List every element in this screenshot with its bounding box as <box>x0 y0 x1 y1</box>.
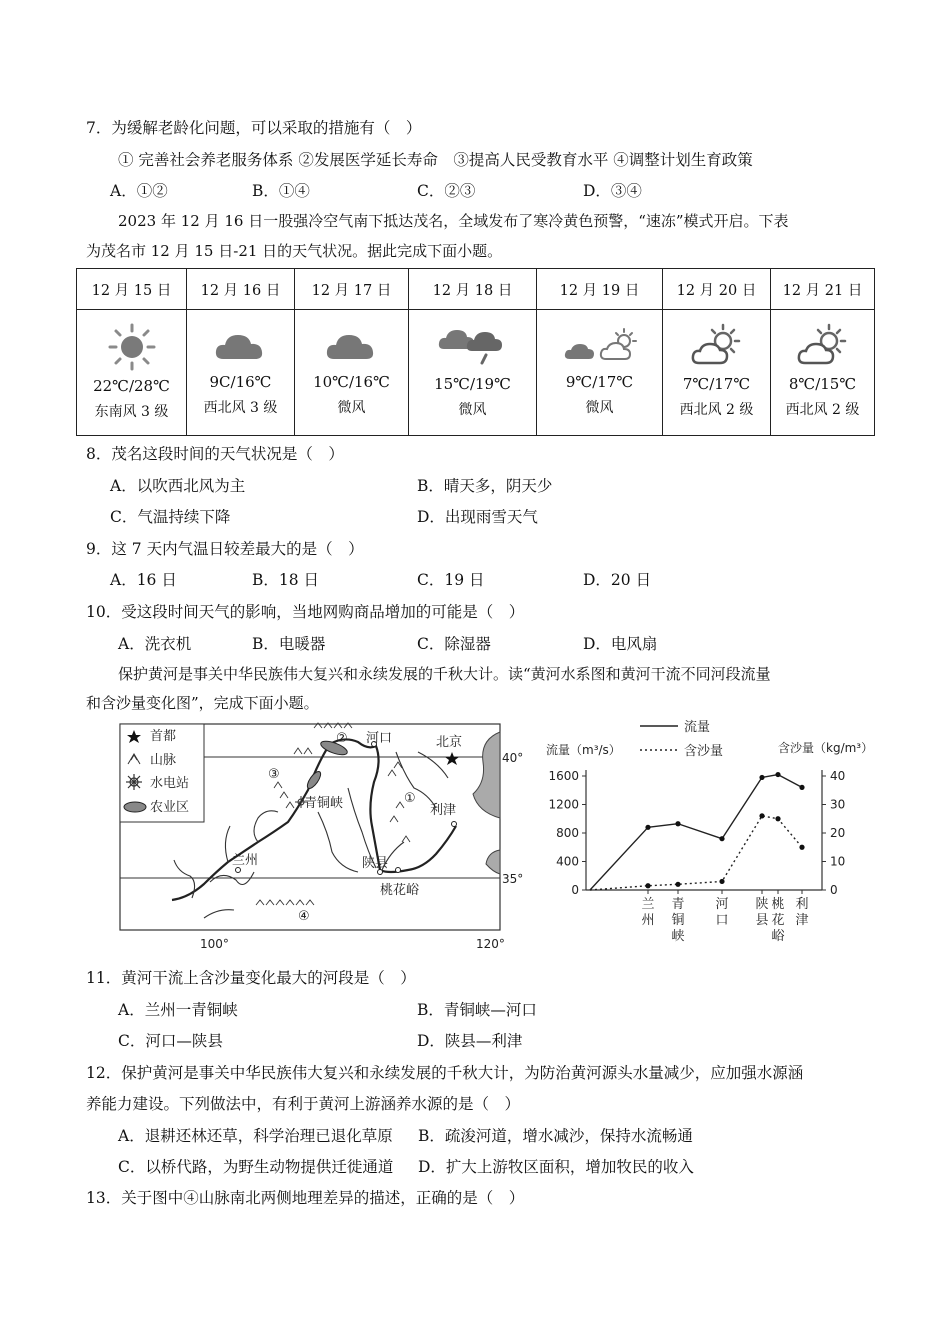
map-label-lanzhou: 兰州 <box>232 853 259 868</box>
flow-point <box>759 775 764 780</box>
sediment-point <box>675 882 680 887</box>
wind-info: 微风 <box>337 399 366 416</box>
y-left-tick-label: 1600 <box>548 769 579 783</box>
q7-stem: 7．为缓解老龄化问题，可以采取的措施有（ ） <box>86 119 422 137</box>
map-marker-3: ③ <box>268 767 280 782</box>
q11-option-a: A．兰州一青铜峡 <box>118 1001 238 1019</box>
date-cell: 12 月 17 日 <box>295 269 409 310</box>
flow-sediment-chart <box>540 716 880 956</box>
temp-range: 15℃/19℃ <box>434 374 511 393</box>
map-label-shanxian: 陕县 <box>362 856 389 871</box>
temp-range: 7℃/17℃ <box>682 374 751 393</box>
hydropower-icon <box>126 774 142 790</box>
y-right-tick-label: 30 <box>830 797 846 812</box>
flow-series-line <box>590 775 802 890</box>
date-cell: 12 月 21 日 <box>771 269 875 310</box>
q10-option-d: D．电风扇 <box>583 635 658 653</box>
q8-option-c: C．气温持续下降 <box>110 508 231 526</box>
weather-cell <box>295 310 409 436</box>
q11-option-c: C．河口—陕县 <box>118 1032 223 1050</box>
yellow-river-map <box>118 722 524 954</box>
sediment-point <box>799 845 804 850</box>
date-cell: 12 月 18 日 <box>409 269 537 310</box>
q12-option-d: D．扩大上游牧区面积，增加牧民的收入 <box>418 1158 694 1176</box>
flow-point <box>645 825 650 830</box>
wind-info: 微风 <box>585 399 614 416</box>
weather-cell <box>771 310 875 436</box>
cloudy-rain-icon <box>436 323 510 367</box>
temp-range: 9C/16℃ <box>209 372 272 391</box>
lat-label-40: 40° <box>502 751 524 765</box>
partly-cloudy-icon <box>689 323 745 367</box>
q12-stem-line1: 12．保护黄河是事关中华民族伟大复兴和永续发展的千秋大计，为防治黄河源头水量减少，应加强水源涵 <box>86 1064 804 1082</box>
y-right-tick-label: 10 <box>830 854 846 869</box>
x-category-label: 桃花峪 <box>771 897 785 944</box>
flow-point <box>675 821 680 826</box>
flow-point <box>719 836 724 841</box>
q12-option-a: A．退耕还林还草，科学治理已退化草原 <box>118 1127 393 1145</box>
x-category-label: 河口 <box>715 897 729 928</box>
y-left-tick-label: 1200 <box>548 797 579 812</box>
y-right-title: 含沙量（kg/m³） <box>778 741 874 755</box>
map-label-lijin: 利津 <box>430 803 457 818</box>
wind-info: 微风 <box>458 401 487 418</box>
q10-option-c: C．除湿器 <box>417 635 491 653</box>
date-cell: 12 月 19 日 <box>537 269 663 310</box>
sediment-point <box>645 883 650 888</box>
q9-option-b: B．18 日 <box>252 571 320 589</box>
map-marker-2: ② <box>336 731 348 746</box>
q11-stem: 11．黄河干流上含沙量变化最大的河段是（ ） <box>86 969 416 987</box>
y-right-tick-label: 20 <box>830 826 846 840</box>
legend-flow-label: 流量 <box>684 720 711 735</box>
q11-option-d: D．陕县—利津 <box>417 1032 523 1050</box>
date-cell: 12 月 20 日 <box>663 269 771 310</box>
map-label-taohuayu: 桃花峪 <box>380 883 420 898</box>
legend-farmland: 农业区 <box>150 800 190 815</box>
q10-option-a: A．洗衣机 <box>118 635 192 653</box>
partly-cloudy-icon <box>795 323 851 367</box>
cloudy-icon <box>211 325 271 365</box>
q8-option-d: D．出现雨雪天气 <box>417 508 538 526</box>
lon-label-120: 120° <box>476 937 505 951</box>
map-label-qingtongxia: 青铜峡 <box>304 796 344 811</box>
weather-cell <box>77 310 187 436</box>
q8-option-a: A．以吹西北风为主 <box>110 477 246 495</box>
y-left-tick-label: 800 <box>556 826 579 840</box>
map-label-hekou: 河口 <box>366 731 393 746</box>
legend-sediment-label: 含沙量 <box>684 744 724 759</box>
q9-option-d: D．20 日 <box>583 571 652 589</box>
q12-option-b: B．疏浚河道，增水减沙，保持水流畅通 <box>418 1127 693 1145</box>
wind-info: 东南风 3 级 <box>94 403 169 420</box>
farmland-icon <box>124 802 146 812</box>
legend-capital: 首都 <box>150 729 177 744</box>
q7-items: ① 完善社会养老服务体系 ②发展医学延长寿命 ③提高人民受教育水平 ④调整计划生育政策 <box>118 151 753 169</box>
sediment-point <box>759 813 764 818</box>
wind-info: 西北风 2 级 <box>785 401 860 418</box>
weather-cell <box>187 310 295 436</box>
x-category-label: 兰州 <box>641 897 655 928</box>
q9-option-c: C．19 日 <box>417 571 485 589</box>
q8-option-b: B．晴天多，阴天少 <box>417 477 553 495</box>
y-left-tick-label: 400 <box>556 854 579 869</box>
q12-option-c: C．以桥代路，为野生动物提供迁徙通道 <box>118 1158 394 1176</box>
date-cell: 12 月 16 日 <box>187 269 295 310</box>
lat-label-35: 35° <box>502 872 524 886</box>
weather-cell <box>409 310 537 436</box>
x-category-label: 陕县 <box>755 897 769 928</box>
weather-cell <box>537 310 663 436</box>
x-category-label: 利津 <box>795 897 809 928</box>
q13-stem: 13．关于图中④山脉南北两侧地理差异的描述，正确的是（ ） <box>86 1189 525 1207</box>
q9-option-a: A．16 日 <box>110 571 177 589</box>
passage1-line1: 2023 年 12 月 16 日一股强冷空气南下抵达茂名，全域发布了寒冷黄色预警，“速冻”模式开启。下表 <box>118 212 789 230</box>
flow-point <box>799 785 804 790</box>
weather-table <box>76 268 875 436</box>
legend-mountain: 山脉 <box>150 753 177 768</box>
sediment-point <box>719 879 724 884</box>
cloudy-icon <box>322 325 382 365</box>
temp-range: 10℃/16℃ <box>313 372 390 391</box>
q12-stem-line2: 养能力建设。下列做法中，有利于黄河上游涵养水源的是（ ） <box>86 1095 521 1113</box>
sediment-point <box>775 816 780 821</box>
sediment-series-line <box>590 816 802 890</box>
lon-label-100: 100° <box>200 937 229 951</box>
passage1-line2: 为茂名市 12 月 15 日-21 日的天气状况。据此完成下面小题。 <box>86 242 503 260</box>
weather-cell <box>663 310 771 436</box>
temp-range: 22℃/28℃ <box>93 376 170 395</box>
y-left-tick-label: 0 <box>571 883 579 897</box>
q7-option-d: D．③④ <box>583 182 642 200</box>
map-label-beijing: 北京 <box>436 735 463 750</box>
q7-option-c: C．②③ <box>417 182 476 200</box>
y-right-tick-label: 0 <box>830 883 838 897</box>
map-marker-4: ④ <box>298 909 310 924</box>
q7-option-a: A．①② <box>110 182 168 200</box>
sunny-icon <box>102 321 162 369</box>
date-cell: 12 月 15 日 <box>77 269 187 310</box>
legend-hydropower: 水电站 <box>150 776 190 791</box>
passage2-line1: 保护黄河是事关中华民族伟大复兴和永续发展的千秋大计。读“黄河水系图和黄河干流不同河段流量 <box>118 665 771 683</box>
y-right-tick-label: 40 <box>830 769 846 783</box>
x-category-label: 青铜峡 <box>671 897 685 944</box>
wind-info: 西北风 2 级 <box>679 401 754 418</box>
cloudy-partly-sunny-icon <box>562 325 638 365</box>
q7-option-b: B．①④ <box>252 182 310 200</box>
flow-point <box>775 772 780 777</box>
q8-stem: 8．茂名这段时间的天气状况是（ ） <box>86 445 344 463</box>
q9-stem: 9．这 7 天内气温日较差最大的是（ ） <box>86 540 364 558</box>
q10-option-b: B．电暖器 <box>252 635 326 653</box>
wind-info: 西北风 3 级 <box>203 399 278 416</box>
y-left-title: 流量（m³/s） <box>546 743 621 757</box>
map-marker-1: ① <box>404 791 416 806</box>
temp-range: 8℃/15℃ <box>788 374 857 393</box>
q10-stem: 10．受这段时间天气的影响，当地网购商品增加的可能是（ ） <box>86 603 525 621</box>
temp-range: 9℃/17℃ <box>565 372 634 391</box>
passage2-line2: 和含沙量变化图”，完成下面小题。 <box>86 694 319 712</box>
q11-option-b: B．青铜峡—河口 <box>417 1001 537 1019</box>
